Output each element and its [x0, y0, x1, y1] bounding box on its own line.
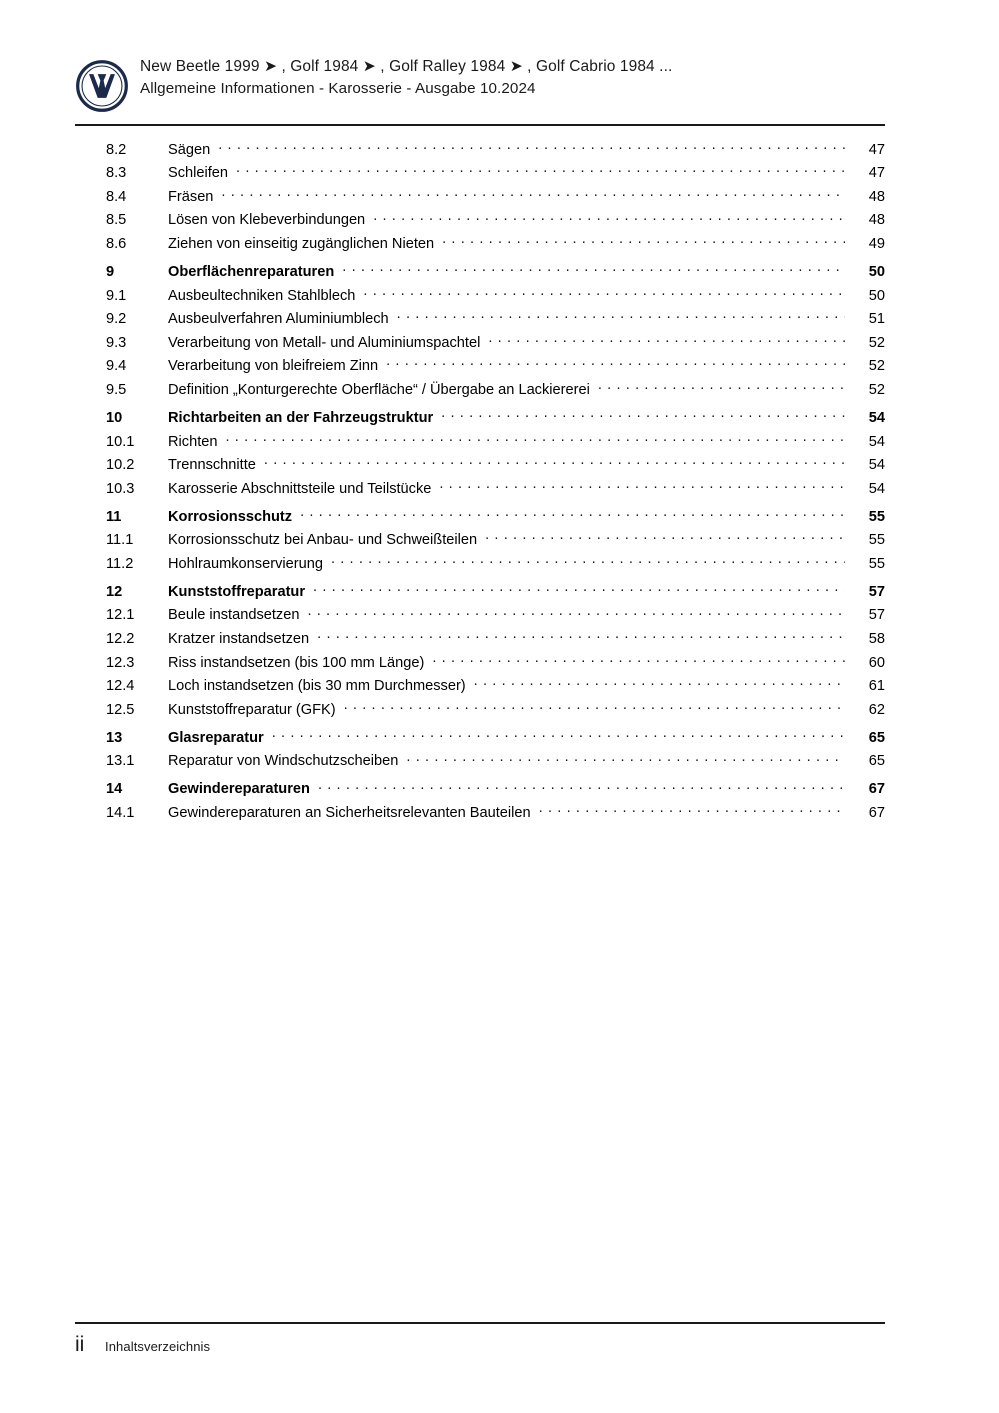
toc-entry-title: Beule instandsetzen	[168, 607, 300, 624]
toc-dot-leader	[474, 676, 845, 691]
toc-entry[interactable]	[75, 581, 885, 605]
toc-entry-page-number: 61	[868, 678, 885, 695]
toc-entry-title: Lösen von Klebeverbindungen	[168, 212, 366, 229]
toc-entry[interactable]	[75, 506, 885, 530]
toc-entry[interactable]	[75, 309, 885, 333]
toc-entry-title: Verarbeitung von bleifreiem Zinn	[168, 358, 379, 375]
toc-entry-number: 9.1	[106, 287, 127, 304]
toc-entry[interactable]	[75, 455, 885, 479]
toc-dot-leader	[317, 628, 845, 643]
toc-entry-number: 10.1	[106, 433, 135, 450]
toc-entry[interactable]	[75, 605, 885, 629]
toc-entry[interactable]	[75, 699, 885, 723]
toc-entry[interactable]	[75, 727, 885, 751]
toc-entry-number: 11.2	[106, 555, 134, 572]
toc-dot-leader	[218, 139, 845, 154]
toc-entry-page-number: 50	[868, 263, 885, 280]
toc-dot-leader	[318, 779, 845, 794]
volkswagen-logo-icon	[75, 59, 129, 113]
toc-dot-leader	[442, 233, 845, 248]
toc-dot-leader	[264, 455, 845, 470]
toc-entry-number: 12.2	[106, 631, 135, 648]
footer-page-number: ii	[75, 1333, 85, 1356]
toc-entry-page-number: 52	[868, 381, 885, 398]
toc-entry[interactable]	[75, 356, 885, 380]
footer-section-label: Inhaltsverzeichnis	[105, 1339, 211, 1354]
toc-entry[interactable]	[75, 530, 885, 554]
toc-entry-number: 10.3	[106, 480, 135, 497]
toc-entry[interactable]	[75, 210, 885, 234]
toc-entry-page-number: 65	[868, 729, 885, 746]
toc-dot-leader	[342, 261, 845, 276]
toc-entry-page-number: 67	[868, 781, 885, 798]
toc-entry-title: Hohlraumkonservierung	[168, 555, 323, 572]
toc-entry-number: 9.3	[106, 334, 127, 351]
toc-entry-title: Schleifen	[168, 165, 229, 182]
footer-divider	[75, 1322, 885, 1324]
toc-dot-leader	[439, 478, 845, 493]
toc-entry-title: Trennschnitte	[168, 457, 256, 474]
toc-dot-leader	[221, 186, 845, 201]
toc-entry-number: 12.4	[106, 678, 135, 695]
toc-entry[interactable]	[75, 553, 885, 577]
toc-dot-leader	[313, 581, 845, 596]
toc-entry-title: Sägen	[168, 141, 211, 158]
toc-entry-page-number: 54	[868, 457, 885, 474]
toc-dot-leader	[485, 530, 845, 545]
toc-entry-title: Korrosionsschutz	[168, 508, 293, 525]
toc-entry-page-number: 60	[868, 654, 885, 671]
toc-entry-number: 9.4	[106, 358, 127, 375]
toc-entry-page-number: 58	[868, 631, 885, 648]
toc-entry-title: Loch instandsetzen (bis 30 mm Durchmesser)	[168, 678, 466, 695]
toc-entry-title: Ziehen von einseitig zugänglichen Nieten	[168, 235, 435, 252]
toc-dot-leader	[363, 285, 845, 300]
toc-entry[interactable]	[75, 163, 885, 187]
toc-dot-leader	[272, 727, 845, 742]
toc-entry[interactable]	[75, 332, 885, 356]
toc-entry-title: Ausbeulverfahren Aluminiumblech	[168, 311, 389, 328]
toc-dot-leader	[488, 332, 845, 347]
toc-entry-page-number: 54	[868, 433, 885, 450]
toc-entry-page-number: 65	[868, 753, 885, 770]
toc-dot-leader	[539, 802, 845, 817]
toc-dot-leader	[432, 652, 845, 667]
toc-dot-leader	[441, 407, 845, 422]
toc-entry-page-number: 67	[868, 804, 885, 821]
toc-entry[interactable]	[75, 628, 885, 652]
toc-entry-title: Riss instandsetzen (bis 100 mm Länge)	[168, 654, 425, 671]
toc-dot-leader	[236, 163, 845, 178]
page-header	[75, 56, 885, 124]
toc-entry[interactable]	[75, 652, 885, 676]
toc-entry-number: 12.3	[106, 654, 135, 671]
toc-entry[interactable]	[75, 379, 885, 403]
toc-entry-title: Definition „Konturgerechte Oberfläche“ / Übergabe an Lackiererei	[168, 381, 590, 398]
page-footer	[75, 1333, 885, 1357]
toc-entry-title: Verarbeitung von Metall- und Aluminiumspachtel	[168, 334, 481, 351]
toc-entry[interactable]	[75, 407, 885, 431]
toc-entry-number: 11	[106, 508, 122, 525]
toc-dot-leader	[386, 356, 845, 371]
toc-entry-number: 8.2	[106, 141, 127, 158]
toc-entry-page-number: 50	[868, 287, 885, 304]
toc-entry-title: Karosserie Abschnittsteile und Teilstücke	[168, 480, 432, 497]
header-subject-line: Allgemeine Informationen - Karosserie - Ausgabe 10.2024	[140, 80, 536, 97]
toc-entry-number: 8.6	[106, 235, 127, 252]
toc-entry-number: 8.3	[106, 165, 127, 182]
table-of-contents	[75, 139, 885, 826]
toc-entry-page-number: 55	[868, 508, 885, 525]
toc-entry-number: 8.5	[106, 212, 127, 229]
toc-dot-leader	[300, 506, 845, 521]
toc-entry-title: Richtarbeiten an der Fahrzeugstruktur	[168, 409, 434, 426]
toc-entry-title: Gewindereparaturen an Sicherheitsrelevanten Bauteilen	[168, 804, 531, 821]
toc-entry-page-number: 54	[868, 409, 885, 426]
toc-dot-leader	[225, 431, 845, 446]
toc-entry-title: Kratzer instandsetzen	[168, 631, 310, 648]
toc-entry-number: 10.2	[106, 457, 135, 474]
toc-entry-number: 12.1	[106, 607, 135, 624]
toc-dot-leader	[331, 553, 845, 568]
toc-entry[interactable]	[75, 779, 885, 803]
toc-entry-title: Kunststoffreparatur (GFK)	[168, 701, 336, 718]
toc-dot-leader	[397, 309, 845, 324]
toc-entry-title: Kunststoffreparatur	[168, 583, 306, 600]
toc-entry-page-number: 52	[868, 334, 885, 351]
toc-entry-page-number: 51	[868, 311, 885, 328]
toc-entry-title: Oberflächenreparaturen	[168, 263, 335, 280]
toc-entry[interactable]	[75, 186, 885, 210]
toc-entry[interactable]	[75, 802, 885, 826]
toc-entry[interactable]	[75, 261, 885, 285]
toc-entry-number: 10	[106, 409, 123, 426]
toc-entry[interactable]	[75, 676, 885, 700]
toc-entry-page-number: 57	[868, 607, 885, 624]
header-divider	[75, 124, 885, 126]
toc-entry-title: Reparatur von Windschutzscheiben	[168, 753, 399, 770]
toc-entry-number: 12.5	[106, 701, 135, 718]
toc-entry-page-number: 52	[868, 358, 885, 375]
toc-entry-page-number: 55	[868, 532, 885, 549]
toc-entry-number: 9.5	[106, 381, 127, 398]
toc-entry-page-number: 49	[868, 235, 885, 252]
toc-dot-leader	[307, 605, 845, 620]
toc-entry-title: Ausbeultechniken Stahlblech	[168, 287, 356, 304]
toc-entry-page-number: 48	[868, 212, 885, 229]
toc-entry[interactable]	[75, 751, 885, 775]
toc-entry-page-number: 55	[868, 555, 885, 572]
toc-entry-number: 12	[106, 583, 123, 600]
toc-entry-number: 8.4	[106, 188, 127, 205]
toc-entry-number: 9	[106, 263, 115, 280]
toc-entry-number: 14	[106, 781, 123, 798]
toc-entry-page-number: 48	[868, 188, 885, 205]
toc-entry-page-number: 57	[868, 583, 885, 600]
toc-dot-leader	[373, 210, 845, 225]
toc-entry[interactable]	[75, 478, 885, 502]
toc-dot-leader	[344, 699, 845, 714]
toc-entry-number: 13	[106, 729, 123, 746]
toc-entry-page-number: 62	[868, 701, 885, 718]
toc-entry-number: 13.1	[106, 753, 135, 770]
toc-entry-number: 9.2	[106, 311, 127, 328]
toc-entry-title: Fräsen	[168, 188, 214, 205]
toc-entry[interactable]	[75, 431, 885, 455]
toc-entry[interactable]	[75, 233, 885, 257]
toc-dot-leader	[598, 379, 845, 394]
toc-entry-page-number: 47	[868, 141, 885, 158]
toc-entry[interactable]	[75, 139, 885, 163]
toc-entry-title: Glasreparatur	[168, 729, 264, 746]
toc-entry-title: Richten	[168, 433, 218, 450]
toc-entry[interactable]	[75, 285, 885, 309]
toc-entry-number: 11.1	[106, 532, 134, 549]
toc-entry-number: 14.1	[106, 804, 135, 821]
toc-entry-page-number: 54	[868, 480, 885, 497]
header-title-block	[140, 56, 885, 100]
toc-entry-title: Korrosionsschutz bei Anbau- und Schweißteilen	[168, 532, 478, 549]
toc-dot-leader	[406, 751, 845, 766]
toc-entry-page-number: 47	[868, 165, 885, 182]
toc-entry-title: Gewindereparaturen	[168, 781, 310, 798]
header-models-line: New Beetle 1999 ➤ , Golf 1984 ➤ , Golf Ralley 1984 ➤ , Golf Cabrio 1984 ...	[140, 58, 673, 75]
